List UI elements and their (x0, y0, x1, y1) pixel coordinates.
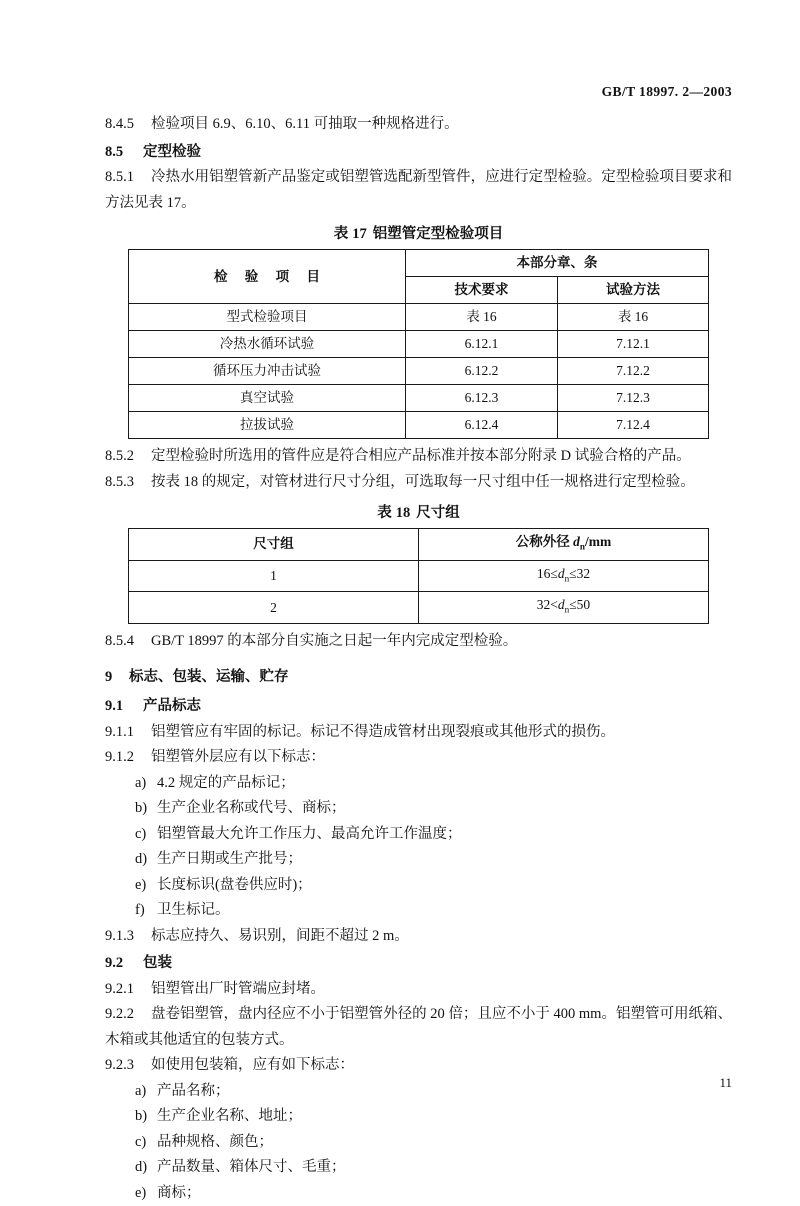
page-number: 11 (719, 1075, 732, 1090)
clause-number: 9.1.1 (105, 723, 134, 740)
diameter-symbol: $d_n$ (557, 565, 570, 584)
table-row (129, 358, 709, 385)
list-marker: a) (135, 774, 147, 791)
table-cell-group: 1 (129, 560, 419, 592)
clause-number: 8.5.2 (105, 448, 134, 464)
table-17-header-group: 本部分章、条 (406, 250, 709, 277)
list-item (105, 1155, 732, 1181)
clause-9-2-3 (105, 1053, 732, 1079)
list-item-text: 生产企业名称、地址； (157, 1108, 302, 1125)
clause-text: 按表 18 的规定，对管材进行尺寸分组，可选取每一尺寸组中任一规格进行定型检验。 (151, 473, 695, 490)
clause-text: 如使用包装箱，应有如下标志： (151, 1057, 354, 1074)
table-caption-number: 18 (395, 505, 411, 521)
table-cell-tech: 表 16 (406, 304, 558, 331)
table-caption-title: 铝塑管定型检验项目 (372, 226, 504, 242)
table-row (129, 304, 709, 331)
list-item (105, 796, 732, 822)
table-cell-range: $32<d_n\le 50$ (419, 592, 709, 624)
page-header (105, 84, 732, 100)
list-marker: c) (135, 825, 147, 842)
clause-number: 9.1 (105, 698, 124, 715)
table-caption-label: 表 (377, 505, 392, 521)
table-row (129, 592, 709, 624)
chapter-title: 标志、包装、运输、贮存 (129, 668, 289, 685)
list-marker: f) (135, 902, 145, 919)
table-cell-item: 型式检验项目 (129, 304, 406, 331)
table-cell-method: 7.12.1 (558, 331, 709, 358)
list-marker: c) (135, 1133, 147, 1150)
list-marker: d) (135, 1159, 148, 1176)
clause-text: 包装 (143, 955, 172, 972)
clause-text: 定型检验时所选用的管件应是符合相应产品标准并按本部分附录 D 试验合格的产品。 (151, 448, 691, 464)
clause-text: 标志应持久、易识别，间距不超过 2 m。 (151, 927, 409, 944)
table-cell-method: 7.12.4 (558, 412, 709, 439)
table-header-row (129, 250, 709, 277)
table-caption-title: 尺寸组 (416, 505, 460, 521)
table-row (129, 412, 709, 439)
table-cell-group: 2 (129, 592, 419, 624)
list-item (105, 898, 732, 924)
clause-number: 8.5.3 (105, 473, 134, 490)
list-item (105, 847, 732, 873)
list-item-text: 商标； (157, 1184, 201, 1201)
table-cell-tech: 6.12.3 (406, 385, 558, 412)
list-marker: e) (135, 876, 147, 893)
table-17-header-tech: 技术要求 (406, 277, 558, 304)
clause-9-2-2 (105, 1002, 732, 1053)
list-item (105, 1104, 732, 1130)
table-17-block (105, 222, 732, 439)
table-header-row (129, 529, 709, 561)
clause-8-5-2 (105, 444, 732, 470)
table-18 (128, 528, 709, 624)
table-cell-range: $16\le d_n\le 32$ (419, 560, 709, 592)
clause-number: 9.2 (105, 955, 124, 972)
clause-8-4-5 (105, 112, 732, 138)
table-18-block (105, 501, 732, 624)
table-17-header-method: 试验方法 (558, 277, 709, 304)
clause-number: 9.2.2 (105, 1006, 134, 1023)
clause-8-5-heading (105, 140, 732, 166)
list-marker: a) (135, 1082, 147, 1099)
table-row (129, 331, 709, 358)
table-cell-method: 7.12.3 (558, 385, 709, 412)
table-18-caption (105, 501, 732, 525)
clause-text: 铝塑管外层应有以下标志： (151, 749, 325, 766)
clause-text: 盘卷铝塑管，盘内径应不小于铝塑管外径的 20 倍；且应不小于 400 mm。铝塑管可用纸箱、木箱或其他适宜的包装方式。 (105, 1006, 732, 1048)
clause-8-5-3 (105, 470, 732, 496)
clause-9-1-heading (105, 694, 732, 720)
clause-text: 铝塑管应有牢固的标记。标记不得造成管材出现裂痕或其他形式的损伤。 (151, 723, 615, 740)
list-item-text: 卫生标记。 (157, 902, 230, 919)
clause-number: 9.1.3 (105, 927, 134, 944)
table-row (129, 560, 709, 592)
chapter-number: 9 (105, 668, 113, 685)
table-cell-item: 拉拔试验 (129, 412, 406, 439)
list-item (105, 1130, 732, 1156)
list-marker: b) (135, 1108, 148, 1125)
list-item-text: 长度标识(盘卷供应时)； (157, 876, 312, 893)
clause-text: 检验项目 6.9、6.10、6.11 可抽取一种规格进行。 (151, 116, 459, 132)
clause-9-2-heading (105, 951, 732, 977)
clause-number: 9.1.2 (105, 749, 134, 766)
table-cell-tech: 6.12.1 (406, 331, 558, 358)
list-item-text: 生产日期或生产批号； (157, 851, 302, 868)
page-content (105, 112, 732, 1206)
table-cell-method: 7.12.2 (558, 358, 709, 385)
clause-number: 9.2.1 (105, 980, 134, 997)
table-17-caption (105, 222, 732, 246)
list-9-1-2 (105, 771, 732, 924)
clause-number: 8.4.5 (105, 116, 134, 132)
chapter-9-heading (105, 665, 732, 691)
table-cell-tech: 6.12.2 (406, 358, 558, 385)
clause-8-5-4 (105, 629, 732, 655)
clause-9-1-2 (105, 745, 732, 771)
list-item-text: 品种规格、颜色； (157, 1133, 273, 1150)
table-cell-method: 表 16 (558, 304, 709, 331)
list-item-text: 产品数量、箱体尺寸、毛重； (157, 1159, 346, 1176)
table-cell-item: 循环压力冲击试验 (129, 358, 406, 385)
clause-number: 8.5 (105, 143, 124, 160)
table-cell-item: 真空试验 (129, 385, 406, 412)
clause-text: 冷热水用铝塑管新产品鉴定或铝塑管选配新型管件，应进行定型检验。定型检验项目要求和方法见表 17。 (105, 169, 732, 211)
list-marker: b) (135, 800, 148, 817)
table-caption-label: 表 (333, 226, 349, 242)
clause-number: 8.5.4 (105, 633, 134, 650)
list-item (105, 771, 732, 797)
clause-number: 8.5.1 (105, 169, 134, 185)
clause-text: 产品标志 (143, 698, 201, 715)
clause-text: GB/T 18997 的本部分自实施之日起一年内完成定型检验。 (151, 633, 518, 650)
clause-text: 铝塑管出厂时管端应封堵。 (151, 980, 325, 997)
diameter-symbol: $d_n$ (573, 534, 585, 552)
list-item-text: 产品名称； (157, 1082, 230, 1099)
clause-9-1-3 (105, 924, 732, 950)
table-caption-number: 17 (352, 226, 367, 242)
list-item-text: 铝塑管最大允许工作压力、最高允许工作温度； (157, 825, 462, 842)
table-cell-item: 冷热水循环试验 (129, 331, 406, 358)
list-item (105, 873, 732, 899)
list-item (105, 1181, 732, 1206)
clause-text: 定型检验 (143, 143, 201, 160)
table-row (129, 385, 709, 412)
list-item-text: 4.2 规定的产品标记； (157, 774, 295, 791)
list-item (105, 1079, 732, 1105)
clause-number: 9.2.3 (105, 1057, 134, 1074)
list-item-text: 生产企业名称或代号、商标； (157, 800, 346, 817)
table-cell-tech: 6.12.4 (406, 412, 558, 439)
list-marker: d) (135, 851, 148, 868)
diameter-symbol: $d_n$ (557, 597, 570, 616)
clause-9-2-1 (105, 977, 732, 1003)
list-item (105, 822, 732, 848)
list-marker: e) (135, 1184, 147, 1201)
table-17 (128, 249, 709, 439)
clause-8-5-1 (105, 165, 732, 216)
table-17-header-item: 检 验 项 目 (129, 250, 406, 304)
table-18-header-group: 尺寸组 (129, 529, 419, 561)
list-9-2-3 (105, 1079, 732, 1206)
standard-number: GB/T 18997. 2—2003 (601, 84, 732, 99)
table-18-header-diameter: 公称外径 $d_n/mm$ (419, 529, 709, 561)
clause-9-1-1 (105, 720, 732, 746)
